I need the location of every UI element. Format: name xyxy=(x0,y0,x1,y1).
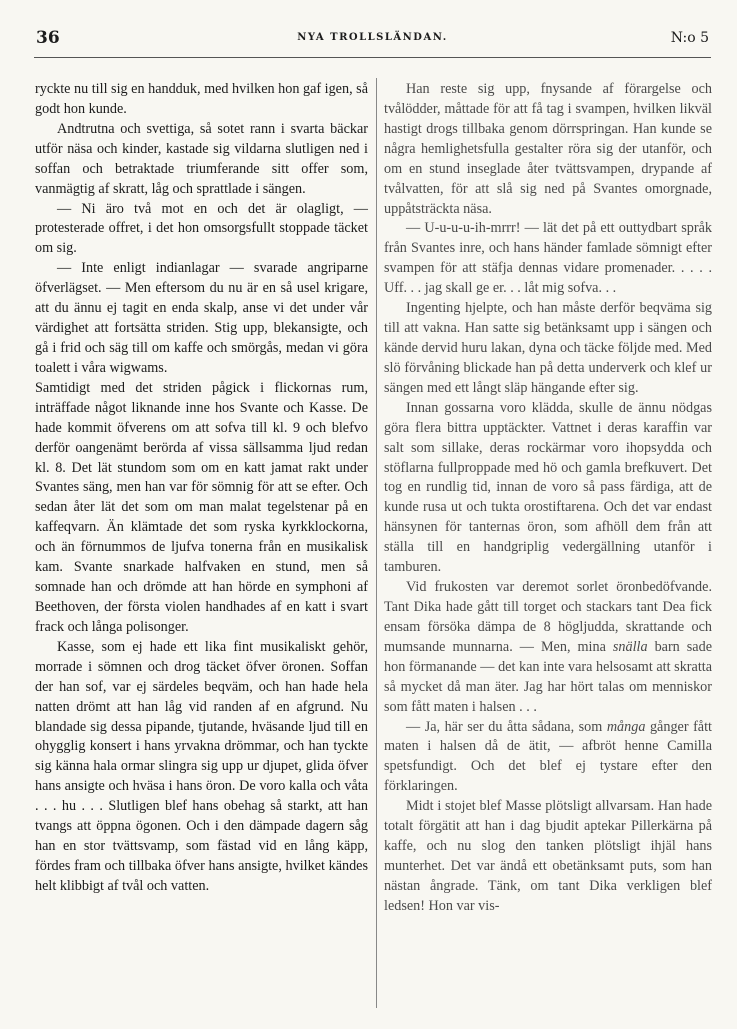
paragraph-text: barn sade hon förmanande — det kan inte vara helsosamt att skratta så mycket då man äter. Jag har hört talas om menniskor som fått maten i halsen . . . xyxy=(384,638,712,715)
paragraph-text: gånger fått maten i halsen då de ätit, — afbröt henne Camilla spetsfundigt. Och det blef ej tystare efter den förklaringen. xyxy=(384,718,712,795)
paragraph xyxy=(384,718,712,798)
paragraph-text: — Ja, här ser du åtta sådana, som xyxy=(406,718,607,735)
paragraph: Innan gossarna voro klädda, skulle de ännu nödgas göra flera bittra upptäckter. Vattnet i deras karaffin var salt som sillake, deras rockärmar voro ihopsydda och stöflarna fullproppade med hö och gamla brefkuvert. Det tog en rundlig tid, innan de voro så pass färdiga, att de kunde rusa ut och tukta orostiftarena. Och det var endast hänsynen för tanternas öron, som afhöll dem från att ställa till en handgriplig vedergällning utanför i tamburen. xyxy=(384,399,712,576)
issue-number: N:o 5 xyxy=(670,30,709,46)
italic-word: många xyxy=(606,718,646,735)
paragraph xyxy=(384,578,712,717)
right-column xyxy=(384,80,712,917)
column-divider xyxy=(376,78,377,1008)
paragraph: Andtrutna och svettiga, så sotet rann i svarta bäckar utför näsa och kinder, kastade sig vildarna slutligen ned i soffan och betraktade triumferande sitt offer som, vanmägtig af skratt, låg och sprattlade i sängen. xyxy=(35,120,368,197)
left-column xyxy=(35,80,368,897)
paragraph: ryckte nu till sig en handduk, med hvilken hon gaf igen, så godt hon kunde. xyxy=(35,81,368,117)
italic-word: snälla xyxy=(612,638,648,655)
header-rule xyxy=(34,57,711,58)
paragraph: Kasse, som ej hade ett lika fint musikaliskt gehör, morrade i sömnen och drog täcket öfver öronen. Soffan der han sof, var ej särdeles beqväm, och han hade hela natten drömt att han låg vid randen af en afgrund. Nu blandade sig dessa pipande, tjutande, hväsande ljud till en ohygglig konsert i hans yrvakna drömmar, och han tyckte sig känna hala ormar slingra sig upp ur djupet, glida öfver hans ansigte och hväsa i hans öron. De voro kalla och våta . . . hu . . . Slutligen blef hans obehag så starkt, att han tvangs att öppna ögonen. Och i den dämpade dagern såg han en stor tvättsvamp, som fästad vid en lång käpp, fördes fram och tillbaka öfver hans ansigte, hvilket kändes helt klibbigt af tvål och vatten. xyxy=(35,638,368,894)
paragraph: — U-u-u-u-ih-mrrr! — lät det på ett outtydbart språk från Svantes inre, och hans händer famlade sömnigt efter svampen för att stäfja dennas vidare promenader. . . . . Uff. . . jag skall ge er. . . låt mig sofva. . . xyxy=(384,220,712,297)
magazine-title: NYA TROLLSLÄNDAN. xyxy=(297,32,448,43)
paragraph-text: Vid frukosten var deremot sorlet öronbedöfvande. Tant Dika hade gått till torget och stackars tant Dea fick ensam försöka dämpa de 8 högljudda, skrattande och mumsande munnarna. — Men, mina xyxy=(384,579,712,655)
paragraph: Han reste sig upp, fnysande af förargelse och tvålödder, måttade för att få tag i svampen, hvilken likväl hastigt drogs tillbaka genom dörrspringan. Han kunde se några hemlighetsfulla gestalter röra sig der utanför, och om en stund inseglade åter tvättsvampen, drypande af tvålvatten, för att slå sig ned på Svantes omorgnade, uppåtsträckta näsa. xyxy=(384,81,712,217)
paragraph: Midt i stojet blef Masse plötsligt allvarsam. Han hade totalt förgätit att han i dag bjudit aptekar Pillerkärna på kaffe, och nu slog den tanken plötsligt ihjäl hans munterhet. Det var ändå ett obetänksamt puts, som han nästan ångrade. Tänk, om tant Dika verkligen blef ledsen! Hon var vis- xyxy=(384,798,712,914)
paragraph: Ingenting hjelpte, och han måste derför beqväma sig till att vakna. Han satte sig betänksamt upp i sängen och kände dervid huru lakan, dyna och täcke följde med. Med slö förvåning blickade han på detta underverk och klef ur sängen med ett långt släp hängande efter sig. xyxy=(384,300,712,396)
paragraph: — Inte enligt indianlagar — svarade angriparne öfverlägset. — Men eftersom du nu är en så usel krigare, att du ännu ej tagit en enda skalp, anse vi det under vår värdighet att fortsätta striden. Stig upp, blekansigte, och gå i frid och säg till om kaffe och smörgås, medan vi göra toalett i våra wigwams. xyxy=(35,260,368,376)
running-header xyxy=(36,28,709,54)
page-number: 36 xyxy=(36,28,60,48)
paragraph: Samtidigt med det striden pågick i flickornas rum, inträffade något liknande inne hos Svante och Kasse. De hade kommit öfverens om att sofva till kl. 9 och blefvo derför oangenämt berörda af vissa sällsamma ljud redan kl. 8. Det lät stundom som om en katt jamat rakt under Svantes säng, men han var för sömnig för att se efter. Och sedan åter lät det som om man malat tegelstenar på en kaffeqvarn. Än klämtade det som ryska kyrkklockorna, och än förnummos de ljufva tonerna från en musikalisk kam. Svante snarkade halfvaken en stund, men så somnade han och drömde att han hörde en symphoni af Beethoven, der första violen handhades af en katt i svart frack och långa polisonger. xyxy=(35,379,368,635)
paragraph: — Ni äro två mot en och det är olagligt, — protesterade offret, i det hon omsorgsfullt stoppade täcket om sig. xyxy=(35,200,368,257)
